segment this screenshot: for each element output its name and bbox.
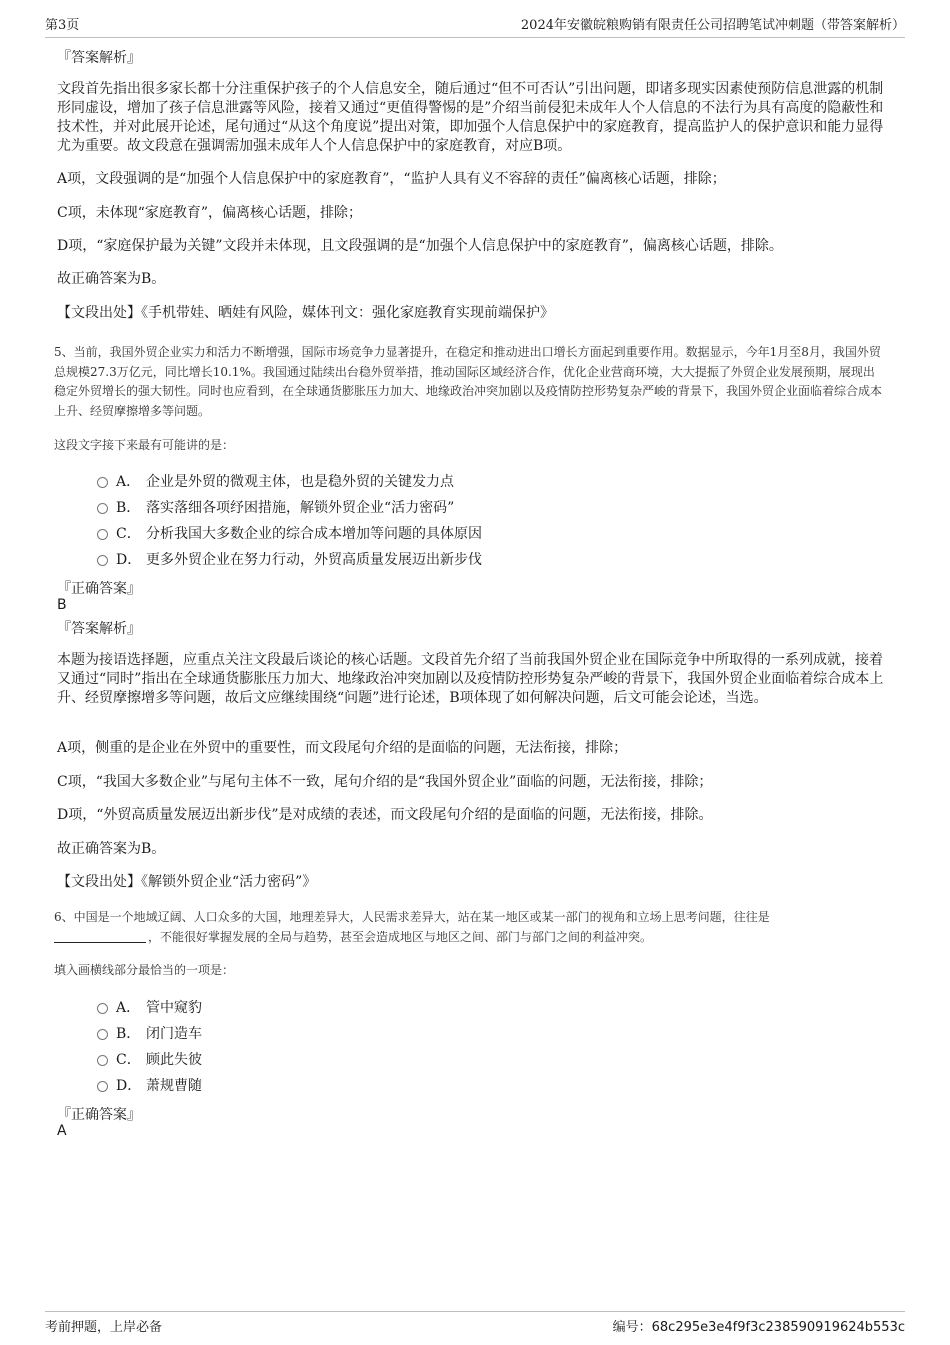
radio-icon[interactable] (97, 1055, 108, 1066)
q4-analysis-label: 『答案解析』 (57, 50, 141, 66)
q5-option-d[interactable] (97, 549, 482, 569)
q5-analysis-label: 『答案解析』 (57, 621, 141, 637)
document-title: 2024年安徽皖粮购销有限责任公司招聘笔试冲刺题（带答案解析） (520, 18, 905, 33)
page-header (45, 14, 905, 38)
q4-option-c-note: C项，未体现“家庭教育”，偏离核心话题，排除； (57, 205, 363, 221)
document-code (613, 1316, 905, 1335)
q5-option-a-note: A项，侧重的是企业在外贸中的重要性，而文段尾句介绍的是面临的问题，无法衔接，排除； (57, 740, 628, 756)
q6-answer-label: 『正确答案』 (57, 1107, 141, 1123)
option-letter: C． (116, 526, 141, 542)
radio-icon[interactable] (97, 555, 108, 566)
option-text: 闭门造车 (146, 1026, 202, 1042)
option-letter: D． (116, 552, 142, 568)
option-letter: D． (116, 1078, 142, 1094)
q6-stem-part2: ，不能很好掌握发展的全局与趋势，甚至会造成地区与地区之间、部门与部门之间的利益冲突。 (148, 929, 653, 944)
radio-icon[interactable] (97, 503, 108, 514)
page-footer (45, 1311, 905, 1335)
option-text: 顾此失彼 (146, 1052, 202, 1068)
q6-stem-part1: 6、中国是一个地域辽阔、人口众多的大国，地理差异大，人民需求差异大，站在某一地区或某一部门的视角和立场上思考问题，往往是 (54, 910, 770, 924)
option-text: 企业是外贸的微观主体，也是稳外贸的关键发力点 (146, 474, 454, 490)
option-text: 落实落细各项纾困措施，解锁外贸企业“活力密码” (146, 500, 455, 516)
option-text: 管中窥豹 (146, 1000, 202, 1016)
radio-icon[interactable] (97, 1003, 108, 1014)
q4-source: 【文段出处】《手机带娃、晒娃有风险，媒体刊文：强化家庭教育实现前端保护》 (57, 305, 554, 321)
q6-option-c[interactable] (97, 1049, 202, 1069)
code-value: 68c295e3e4f9f3c238590919624b553c (651, 1320, 905, 1335)
q5-option-a[interactable] (97, 471, 454, 491)
q4-option-a-note: A项，文段强调的是“加强个人信息保护中的家庭教育”，“监护人具有义不容辞的责任”偏离核心话题，排除； (57, 171, 726, 187)
footer-slogan: 考前押题，上岸必备 (45, 1320, 163, 1335)
q6-prompt: 填入画横线部分最恰当的一项是： (54, 963, 235, 977)
q5-stem: 5、当前，我国外贸企业实力和活力不断增强，国际市场竞争力显著提升，在稳定和推动进出口增长方面起到重要作用。数据显示，今年1月至8月，我国外贸总规模27.3万亿元，同比增长10.1%。我国通过陆续出台稳外贸举措，推动国际区域经济合作，优化企业营商环境，大大提振了外贸企业发展预期，展现出稳定外贸增长的强大韧性。同时也应看到，在全球通货膨胀压力加大、地缘政治冲突加剧以及疫情防控形势复杂严峻的背景下，我国外贸企业面临着综合成本上升、经贸摩擦增多等问题。 (54, 345, 883, 418)
radio-icon[interactable] (97, 477, 108, 488)
option-letter: B． (116, 500, 141, 516)
option-text: 更多外贸企业在努力行动，外贸高质量发展迈出新步伐 (146, 552, 482, 568)
q5-analysis: 本题为接语选择题，应重点关注文段最后谈论的核心话题。文段首先介绍了当前我国外贸企业在国际竞争中所取得的一系列成就，接着又通过“同时”指出在全球通货膨胀压力加大、地缘政治冲突加剧以及疫情防控形势复杂严峻的背景下，我国外贸企业面临着综合成本上升、经贸摩擦增多等问题，故后文应继续围绕“问题”进行论述，B项体现了如何解决问题，后文可能会论述，当选。 (57, 652, 884, 706)
option-letter: A． (116, 474, 141, 490)
option-letter: C． (116, 1052, 141, 1068)
q5-answer: B (57, 597, 67, 613)
q4-analysis: 文段首先指出很多家长都十分注重保护孩子的个人信息安全，随后通过“但不可否认”引出问题，即诸多现实因素使预防信息泄露的机制形同虚设，增加了孩子信息泄露等风险，接着又通过“更值得警惕的是”介绍当前侵犯未成年人个人信息的不法行为具有高度的隐蔽性和技术性，并对此展开论述，尾句通过“从这个角度说”提出对策，即加强个人信息保护中的家庭教育，提高监护人的保护意识和能力显得尤为重要。故文段意在强调需加强未成年人个人信息保护中的家庭教育，对应B项。 (57, 81, 884, 154)
fill-blank-line (54, 929, 146, 943)
code-label: 编号： (612, 1320, 652, 1335)
q6-option-b[interactable] (97, 1023, 202, 1043)
q5-prompt: 这段文字接下来最有可能讲的是： (54, 438, 235, 452)
option-text: 萧规曹随 (146, 1078, 202, 1094)
option-letter: A． (116, 1000, 141, 1016)
option-letter: B． (116, 1026, 141, 1042)
q5-option-b[interactable] (97, 497, 454, 517)
q5-option-c[interactable] (97, 523, 482, 543)
radio-icon[interactable] (97, 529, 108, 540)
q6-option-d[interactable] (97, 1075, 202, 1095)
q4-option-d-note: D项，“家庭保护最为关键”文段并未体现，且文段强调的是“加强个人信息保护中的家庭教育”，偏离核心话题，排除。 (57, 238, 783, 254)
q6-option-a[interactable] (97, 997, 202, 1017)
q4-conclusion: 故正确答案为B。 (57, 271, 166, 287)
q6-answer: A (57, 1123, 67, 1139)
q5-answer-label: 『正确答案』 (57, 581, 141, 597)
page-number: 第3页 (45, 18, 80, 33)
radio-icon[interactable] (97, 1029, 108, 1040)
q5-source: 【文段出处】《解锁外贸企业“活力密码”》 (57, 874, 317, 890)
option-text: 分析我国大多数企业的综合成本增加等问题的具体原因 (146, 526, 482, 542)
q5-option-c-note: C项，“我国大多数企业”与尾句主体不一致，尾句介绍的是“我国外贸企业”面临的问题，无法衔接，排除； (57, 774, 713, 790)
radio-icon[interactable] (97, 1081, 108, 1092)
q5-option-d-note: D项，“外贸高质量发展迈出新步伐”是对成绩的表述，而文段尾句介绍的是面临的问题，无法衔接，排除。 (57, 807, 713, 823)
q6-stem (54, 908, 884, 947)
q5-conclusion: 故正确答案为B。 (57, 841, 166, 857)
